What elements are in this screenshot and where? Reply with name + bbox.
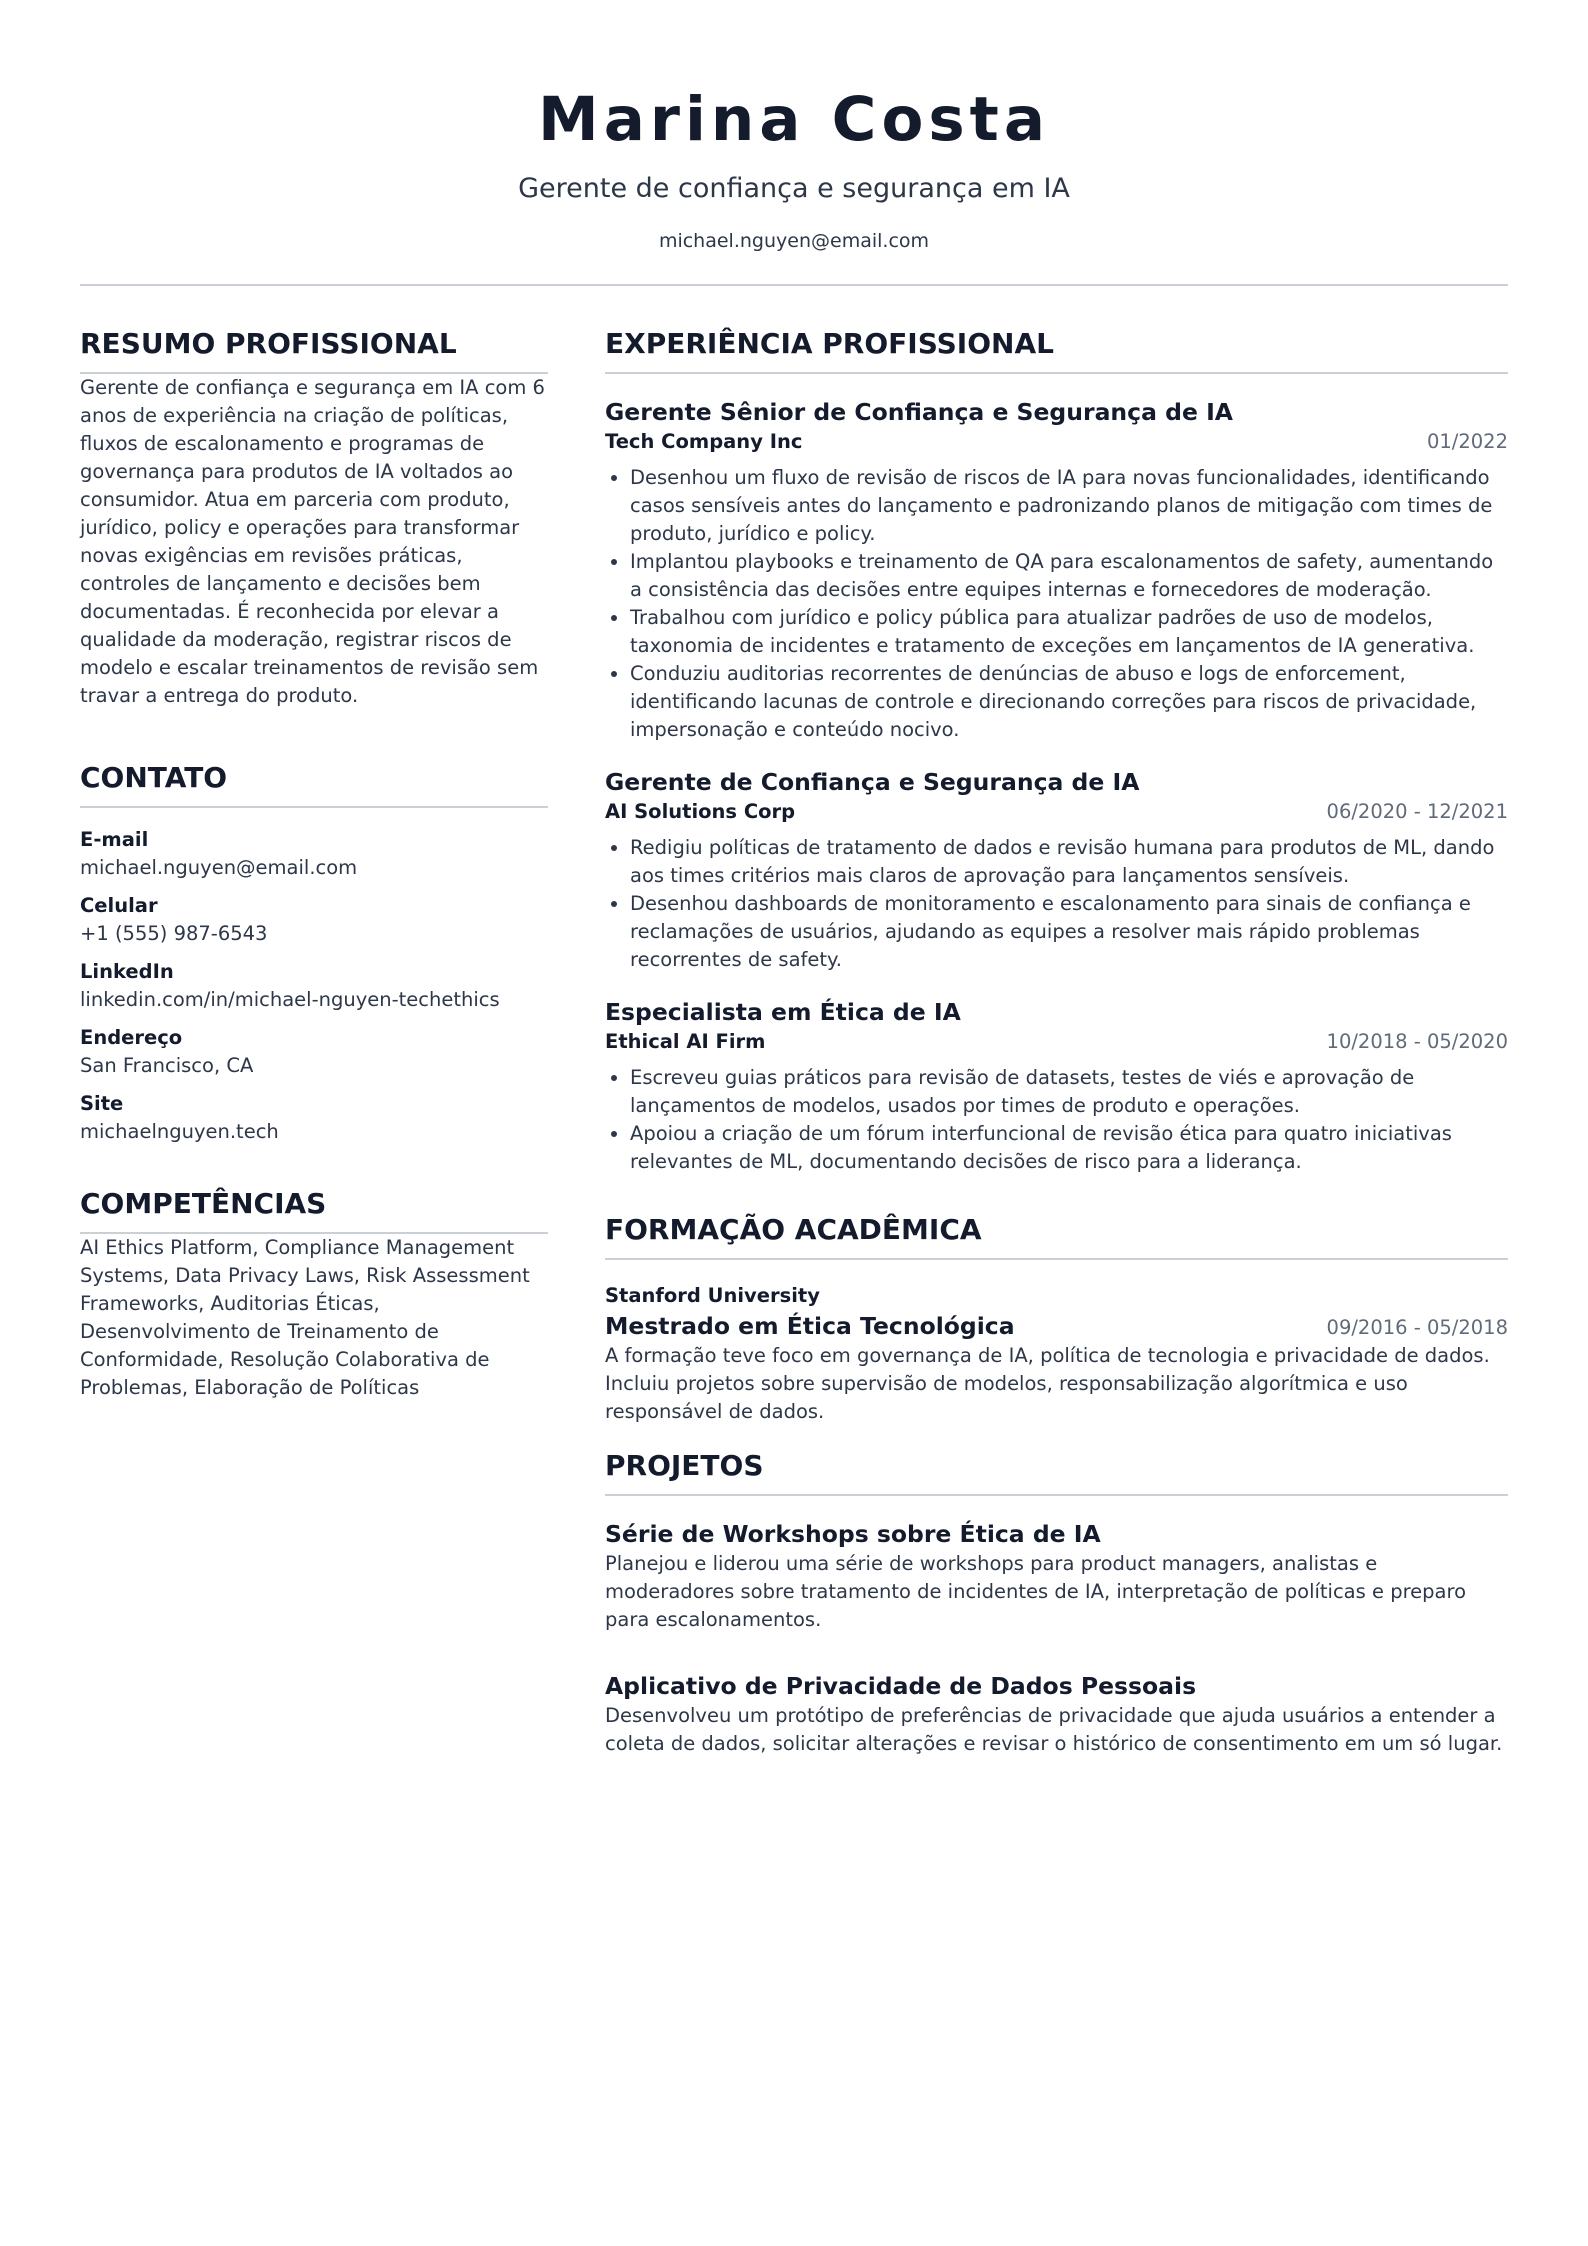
left-column xyxy=(80,326,548,1758)
summary-text: Gerente de confiança e segurança em IA com 6 anos de experiência na criação de políticas, fluxos de escalonamento e programas de governança para produtos de IA voltados ao consumidor. Atua em parceria com produto, jurídico, policy e operações para transformar novas exigências em revisões práticas, controles de lançamento e decisões bem documentadas. É reconhecida por elevar a qualidade da moderação, registrar riscos de modelo e escalar treinamentos de revisão sem travar a entrega do produto. xyxy=(80,376,545,707)
education-section xyxy=(605,1212,1508,1426)
header-divider xyxy=(80,284,1508,286)
job-entry xyxy=(605,396,1508,744)
education-entry xyxy=(605,1282,1508,1426)
resume-header xyxy=(80,0,1508,286)
job-date: 10/2018 - 05/2020 xyxy=(1326,1030,1508,1053)
job-bullet: • Escreveu guias práticos para revisão de datasets, testes de viés e aprovação de lançamentos de modelos, usados por times de produto e operações. xyxy=(630,1064,1508,1120)
education-description: A formação teve foco em governança de IA, política de tecnologia e privacidade de dados. Incluiu projetos sobre supervisão de modelos, responsabilização algorítmica e uso responsável de dados. xyxy=(605,1344,1490,1423)
job-date: 06/2020 - 12/2021 xyxy=(1326,800,1508,823)
project-title: Aplicativo de Privacidade de Dados Pessoais xyxy=(605,1672,1197,1700)
job-company: Ethical AI Firm xyxy=(605,1030,766,1053)
project-entry xyxy=(605,1670,1508,1758)
job-bullets xyxy=(605,1064,1508,1176)
job-bullet: • Trabalhou com jurídico e policy pública para atualizar padrões de uso de modelos, taxonomia de incidentes e tratamento de exceções em lançamentos de IA generativa. xyxy=(630,604,1508,660)
contact-label-email: E-mail xyxy=(80,828,149,851)
skills-section xyxy=(80,1186,548,1402)
education-heading: FORMAÇÃO ACADÊMICA xyxy=(605,1212,1508,1260)
job-title: Gerente de Confiança e Segurança de IA xyxy=(605,768,1140,796)
header-email[interactable]: michael.nguyen@email.com xyxy=(658,230,930,252)
job-title: Gerente Sênior de Confiança e Segurança de IA xyxy=(605,398,1233,426)
candidate-name: Marina Costa xyxy=(538,84,1050,155)
experience-heading: EXPERIÊNCIA PROFISSIONAL xyxy=(605,326,1508,374)
job-company: AI Solutions Corp xyxy=(605,800,796,823)
project-description: Desenvolveu um protótipo de preferências de privacidade que ajuda usuários a entender a coleta de dados, solicitar alterações e revisar o histórico de consentimento em um só lugar. xyxy=(605,1704,1503,1755)
job-bullets xyxy=(605,464,1508,744)
contact-label-phone: Celular xyxy=(80,894,158,917)
skills-text: AI Ethics Platform, Compliance Management Systems, Data Privacy Laws, Risk Assessment Frameworks, Auditorias Éticas, Desenvolvimento de Treinamento de Conformidade, Resolução Colaborativa de Problemas, Elaboração de Políticas xyxy=(80,1236,530,1399)
job-bullets xyxy=(605,834,1508,974)
projects-section xyxy=(605,1448,1508,1758)
candidate-title: Gerente de confiança e segurança em IA xyxy=(518,173,1070,204)
projects-heading: PROJETOS xyxy=(605,1448,1508,1496)
job-bullet: • Desenhou dashboards de monitoramento e escalonamento para sinais de confiança e reclamações de usuários, ajudando as equipes a resolver mais rápido problemas recorrentes de safety. xyxy=(630,890,1508,974)
contact-list xyxy=(80,826,548,1146)
job-entry xyxy=(605,766,1508,974)
contact-value-phone[interactable]: +1 (555) 987-6543 xyxy=(80,922,268,945)
project-description: Planejou e liderou uma série de workshops para product managers, analistas e moderadores sobre tratamento de incidentes de IA, interpretação de políticas e preparo para escalonamentos. xyxy=(605,1552,1466,1631)
contact-heading: CONTATO xyxy=(80,760,548,808)
contact-label-address: Endereço xyxy=(80,1026,183,1049)
experience-section xyxy=(605,326,1508,1176)
resume-columns xyxy=(80,326,1508,1758)
education-school: Stanford University xyxy=(605,1284,820,1307)
contact-label-linkedin: LinkedIn xyxy=(80,960,174,983)
contact-value-address: San Francisco, CA xyxy=(80,1054,254,1077)
job-bullet: • Desenhou um fluxo de revisão de riscos de IA para novas funcionalidades, identificando casos sensíveis antes do lançamento e padronizando planos de mitigação com times de produto, jurídico e policy. xyxy=(630,464,1508,548)
job-bullet: • Apoiou a criação de um fórum interfuncional de revisão ética para quatro iniciativas relevantes de ML, documentando decisões de risco para a liderança. xyxy=(630,1120,1508,1176)
contact-value-site[interactable]: michaelnguyen.tech xyxy=(80,1120,279,1143)
job-bullet: • Implantou playbooks e treinamento de QA para escalonamentos de safety, aumentando a consistência das decisões entre equipes internas e fornecedores de moderação. xyxy=(630,548,1508,604)
right-column xyxy=(605,326,1508,1758)
education-degree: Mestrado em Ética Tecnológica xyxy=(605,1312,1015,1340)
contact-value-email[interactable]: michael.nguyen@email.com xyxy=(80,856,358,879)
contact-value-linkedin[interactable]: linkedin.com/in/michael-nguyen-techethics xyxy=(80,988,500,1011)
job-bullet: • Redigiu políticas de tratamento de dados e revisão humana para produtos de ML, dando aos times critérios mais claros de aprovação para lançamentos sensíveis. xyxy=(630,834,1508,890)
project-title: Série de Workshops sobre Ética de IA xyxy=(605,1520,1101,1548)
project-entry xyxy=(605,1518,1508,1634)
education-date: 09/2016 - 05/2018 xyxy=(1326,1316,1508,1339)
contact-label-site: Site xyxy=(80,1092,124,1115)
job-title: Especialista em Ética de IA xyxy=(605,998,961,1026)
summary-heading: RESUMO PROFISSIONAL xyxy=(80,326,548,374)
contact-section xyxy=(80,760,548,1146)
job-date: 01/2022 xyxy=(1426,430,1508,453)
job-entry xyxy=(605,996,1508,1176)
skills-heading: COMPETÊNCIAS xyxy=(80,1186,548,1234)
summary-section xyxy=(80,326,548,710)
job-company: Tech Company Inc xyxy=(605,430,803,453)
job-bullet: • Conduziu auditorias recorrentes de denúncias de abuso e logs de enforcement, identificando lacunas de controle e direcionando correções para riscos de privacidade, impersonação e conteúdo nocivo. xyxy=(630,660,1508,744)
